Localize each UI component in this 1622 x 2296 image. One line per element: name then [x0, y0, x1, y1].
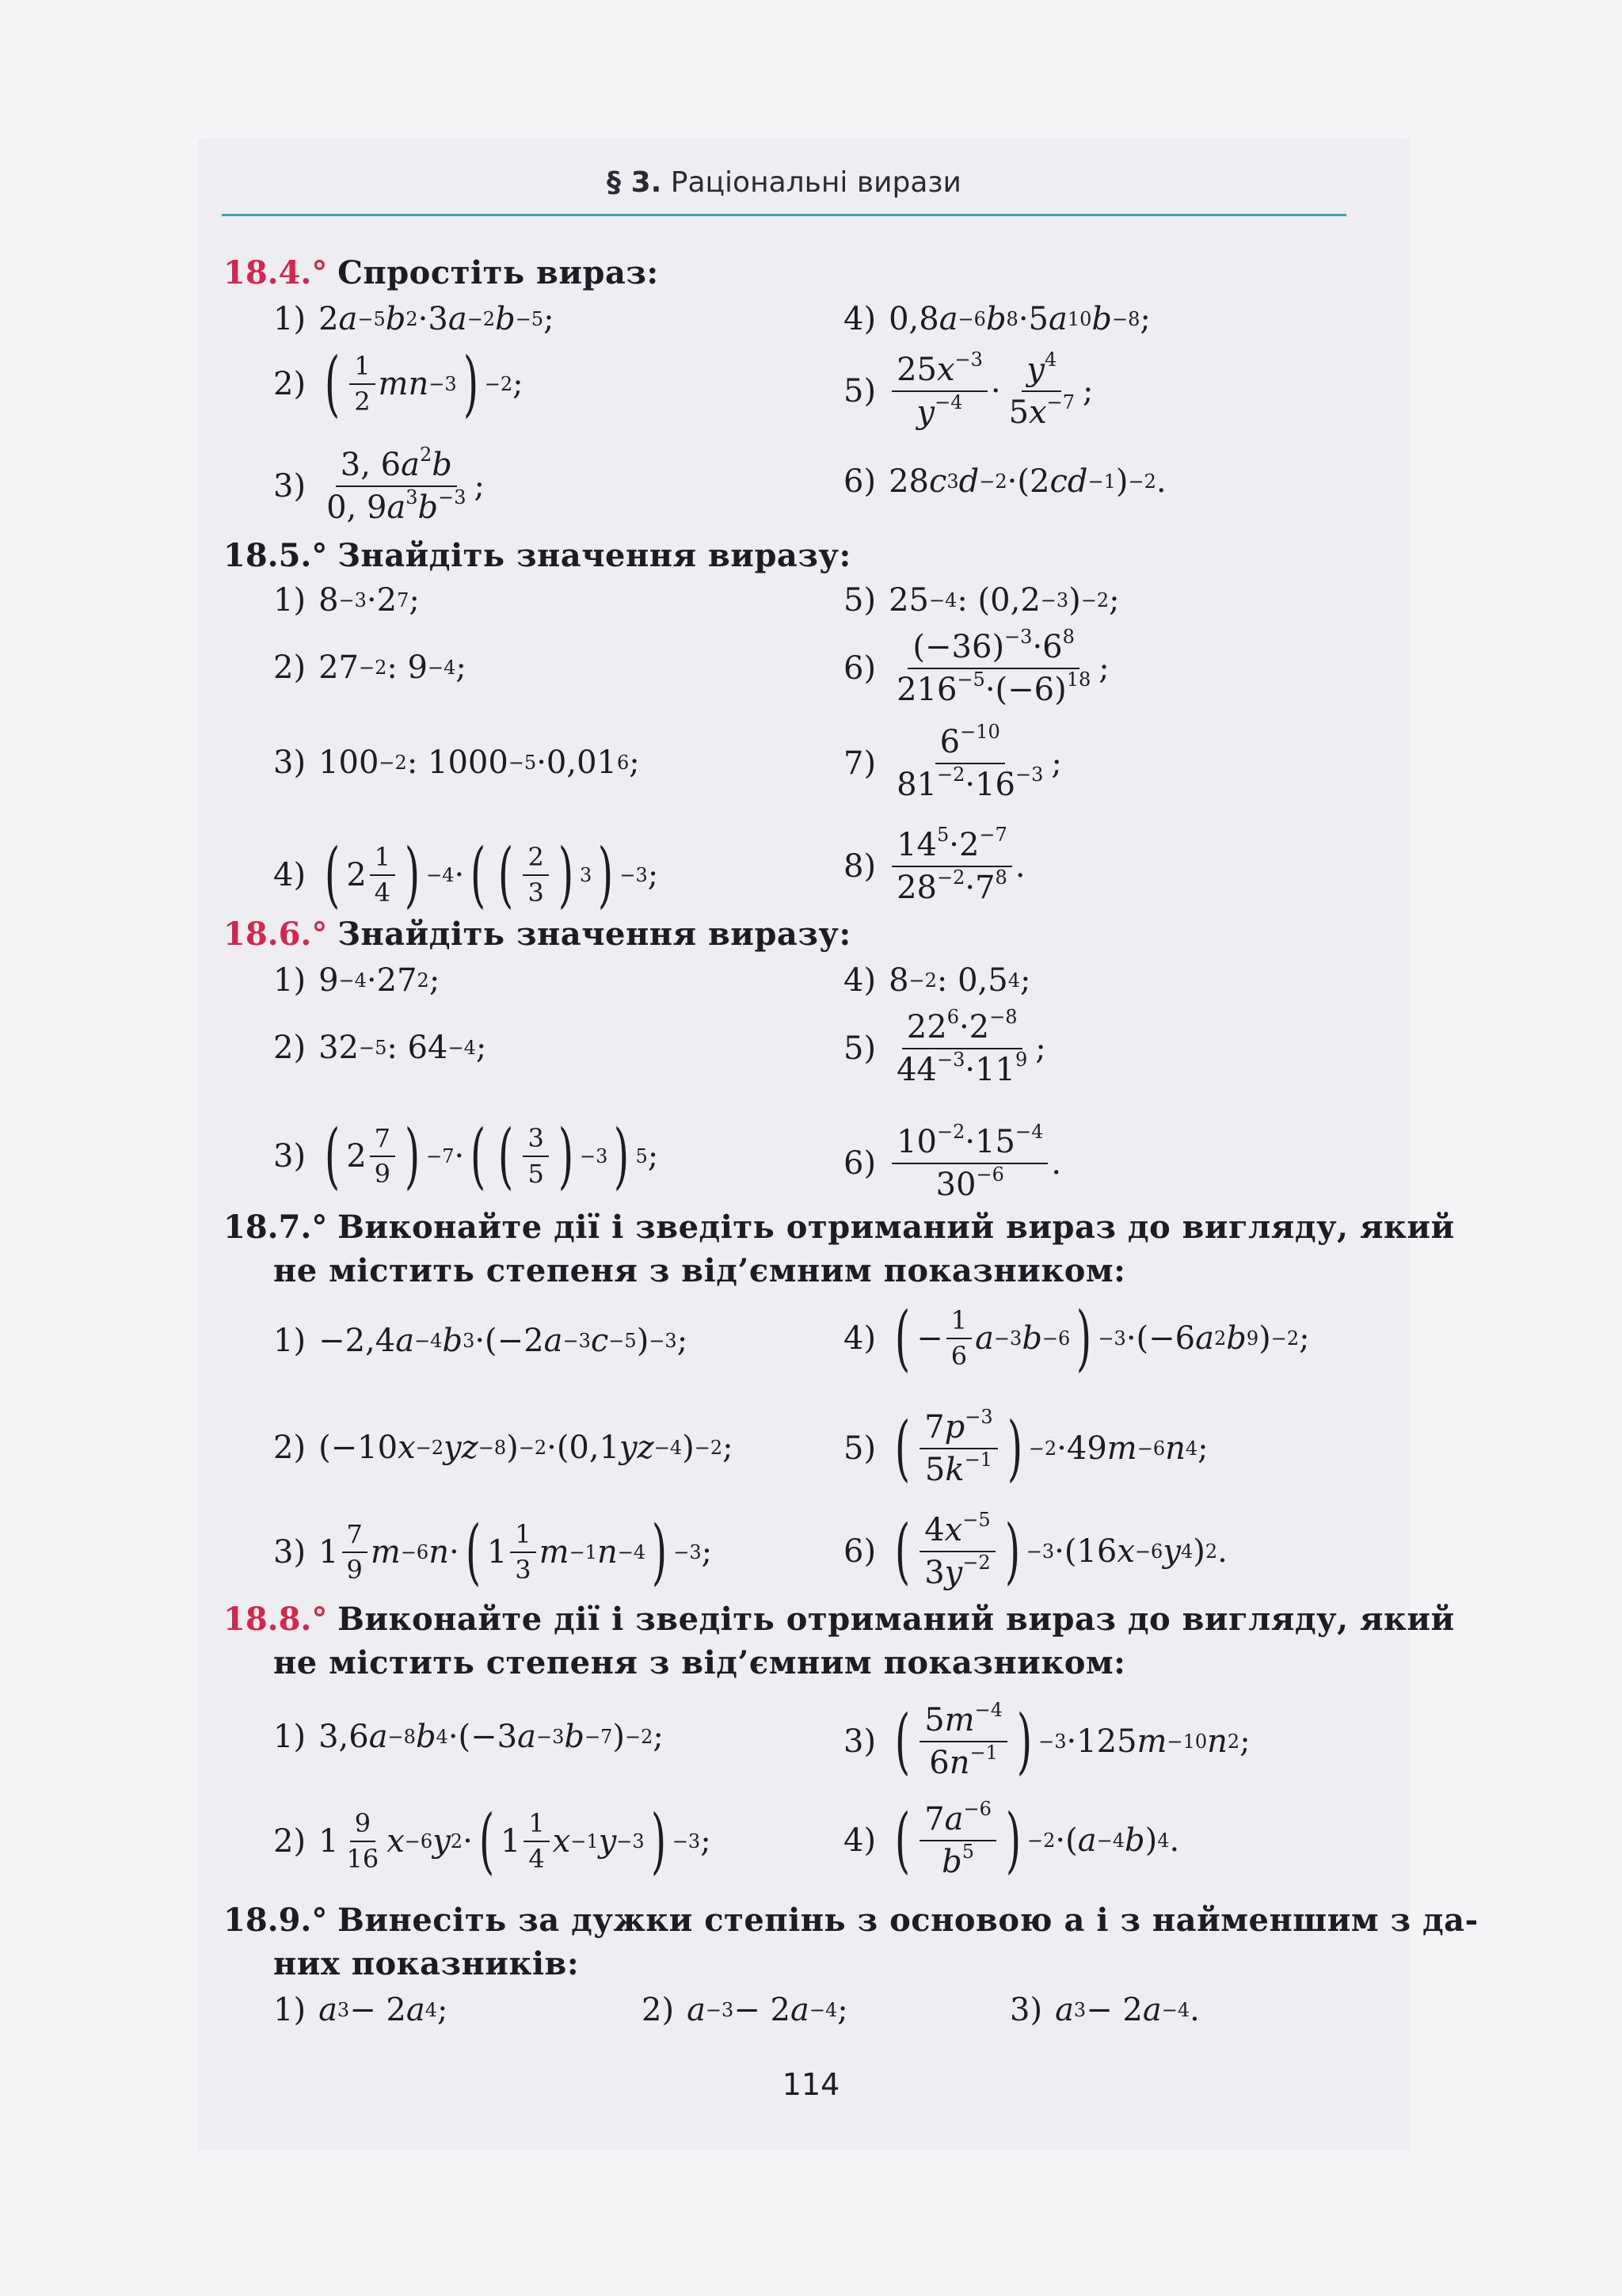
ex-18-7-2: 2) (−10 x −2 yz −8 ) −2 ·(0,1 yz −4 ) −2 ;	[273, 1430, 733, 1466]
ex-18-5-2: 2) 27 −2 : 9 −4 ;	[273, 649, 466, 686]
ex-18-5-1: 1) 8 −3 ·2 7 ;	[273, 582, 420, 619]
ex-18-6-4: 4) 8 −2 : 0,5 4 ;	[843, 962, 1031, 999]
problem-18-8-heading-cont: не містить степеня з від’ємним показником:	[273, 1644, 1126, 1681]
ex-18-8-4: 4) ( $\frac{7a^{-6}}{b^5}$ ) −2 ·( a −4 b ) 4 .	[843, 1798, 1180, 1882]
ex-18-9-1: 1) a 3 − 2 a 4 ;	[273, 1992, 448, 2028]
header-rule	[222, 214, 1346, 216]
ex-18-7-6: 6) ( $\frac{4x^{-5}}{3y^{-2}}$ ) −3 ·(16 x −6 y 4 ) 2 .	[843, 1509, 1228, 1593]
problem-18-8-heading: 18.8.° Виконайте дії і зведіть отриманий вираз до вигляду, який	[223, 1601, 1455, 1638]
page-header	[222, 166, 1346, 215]
ex-18-4-2: 2) ( $\frac{1}{2}$ mn −3 ) −2 ;	[273, 342, 524, 426]
problem-18-5-heading: 18.5.° Знайдіть значення виразу:	[223, 537, 851, 574]
ex-18-6-1: 1) 9 −4 ·27 2 ;	[273, 962, 440, 999]
ex-18-5-4: 4) ( 2 $\frac{1}{4}$ ) −4 · ( ( $\frac{2}{3}$ ) 3 ) −3 ;	[273, 833, 659, 917]
ex-18-5-7: 7) $\frac{6^{-10}}{81^{-2}\cdot 16^{-3}}$ ;	[843, 721, 1062, 803]
ex-18-5-5: 5) 25 −4 : (0,2 −3 ) −2 ;	[843, 582, 1120, 619]
section-number: § 3.	[607, 166, 662, 199]
ex-18-7-3: 3) 1 $\frac{7}{9}$ m −6 n · ( 1 $\frac{1}{3}$ m −1 n −4 ) −3 ;	[273, 1510, 713, 1594]
section-title: Раціональні вирази	[670, 166, 961, 199]
ex-18-5-8: 8) $\frac{14^5\cdot 2^{-7}}{28^{-2}\cdot 7^8}$ .	[843, 824, 1026, 906]
ex-18-5-3: 3) 100 −2 : 1000 −5 ·0,01 6 ;	[273, 744, 640, 781]
ex-18-6-3: 3) ( 2 $\frac{7}{9}$ ) −7 · ( ( $\frac{3}{5}$ ) −3 ) 5 ;	[273, 1114, 659, 1198]
problem-18-4-heading: 18.4.° Спростіть вираз:	[223, 254, 659, 291]
ex-18-6-6: 6) $\frac{10^{-2}\cdot 15^{-4}}{30^{-6}}$ .	[843, 1121, 1062, 1203]
ex-18-8-2: 2) 1 $\frac{9}{16}$ x −6 y 2 · ( 1 $\frac{1}{4}$ x −1 y −3 ) −3 ;	[273, 1799, 711, 1883]
page-number: 114	[782, 2067, 840, 2102]
ex-18-7-4: 4) ( − $\frac{1}{6}$ a −3 b −6 ) −3 ·(−6 a 2 b 9 ) −2 ;	[843, 1296, 1310, 1380]
ex-18-4-6: 6) 28 c 3 d −2 ·(2 cd −1 ) −2 .	[843, 463, 1167, 500]
problem-18-9-heading: 18.9.° Винесіть за дужки степінь з основою a і з найменшим з да-	[223, 1902, 1479, 1939]
ex-18-4-4: 4) 0,8 a −6 b 8 ·5 a 10 b −8 ;	[843, 301, 1151, 337]
problem-18-9-heading-cont: них показників:	[273, 1945, 580, 1982]
problem-18-7-heading-cont: не містить степеня з від’ємним показником:	[273, 1252, 1126, 1289]
ex-18-4-3: 3) $\frac{3, 6a^2b}{0, 9a^3b^{-3}}$ ;	[273, 444, 485, 526]
ex-18-9-2: 2) a −3 − 2 a −4 ;	[642, 1992, 848, 2028]
ex-18-5-6: 6) $\frac{(-36)^{-3}\cdot 6^8}{216^{-5}\cdot(-6)^{18}}$ ;	[843, 626, 1110, 708]
ex-18-4-5: 5) $\frac{25x^{-3}}{y^{-4}}$ · $\frac{y^4}{5x^{-7}}$ ;	[843, 348, 1094, 431]
ex-18-7-5: 5) ( $\frac{7p^{-3}}{5k^{-1}}$ ) −2 ·49 m −6 n 4 ;	[843, 1406, 1209, 1490]
ex-18-4-1: 1) 2 a −5 b 2 ·3 a −2 b −5 ;	[273, 301, 554, 337]
ex-18-6-2: 2) 32 −5 : 64 −4 ;	[273, 1030, 487, 1066]
ex-18-8-3: 3) ( $\frac{5m^{-4}}{6n^{-1}}$ ) −3 ·125 m −10 n 2 ;	[843, 1699, 1251, 1783]
ex-18-6-5: 5) $\frac{22^6\cdot 2^{-8}}{44^{-3}\cdot 11^9}$ ;	[843, 1006, 1046, 1088]
problem-18-7-heading: 18.7.° Виконайте дії і зведіть отриманий вираз до вигляду, який	[223, 1209, 1455, 1246]
ex-18-9-3: 3) a 3 − 2 a −4 .	[1010, 1992, 1200, 2028]
ex-18-7-1: 1) −2,4 a −4 b 3 ·(−2 a −3 c −5 ) −3 ;	[273, 1323, 688, 1359]
problem-18-6-heading: 18.6.° Знайдіть значення виразу:	[223, 916, 851, 953]
ex-18-8-1: 1) 3,6 a −8 b 4 ·(−3 a −3 b −7 ) −2 ;	[273, 1719, 664, 1755]
